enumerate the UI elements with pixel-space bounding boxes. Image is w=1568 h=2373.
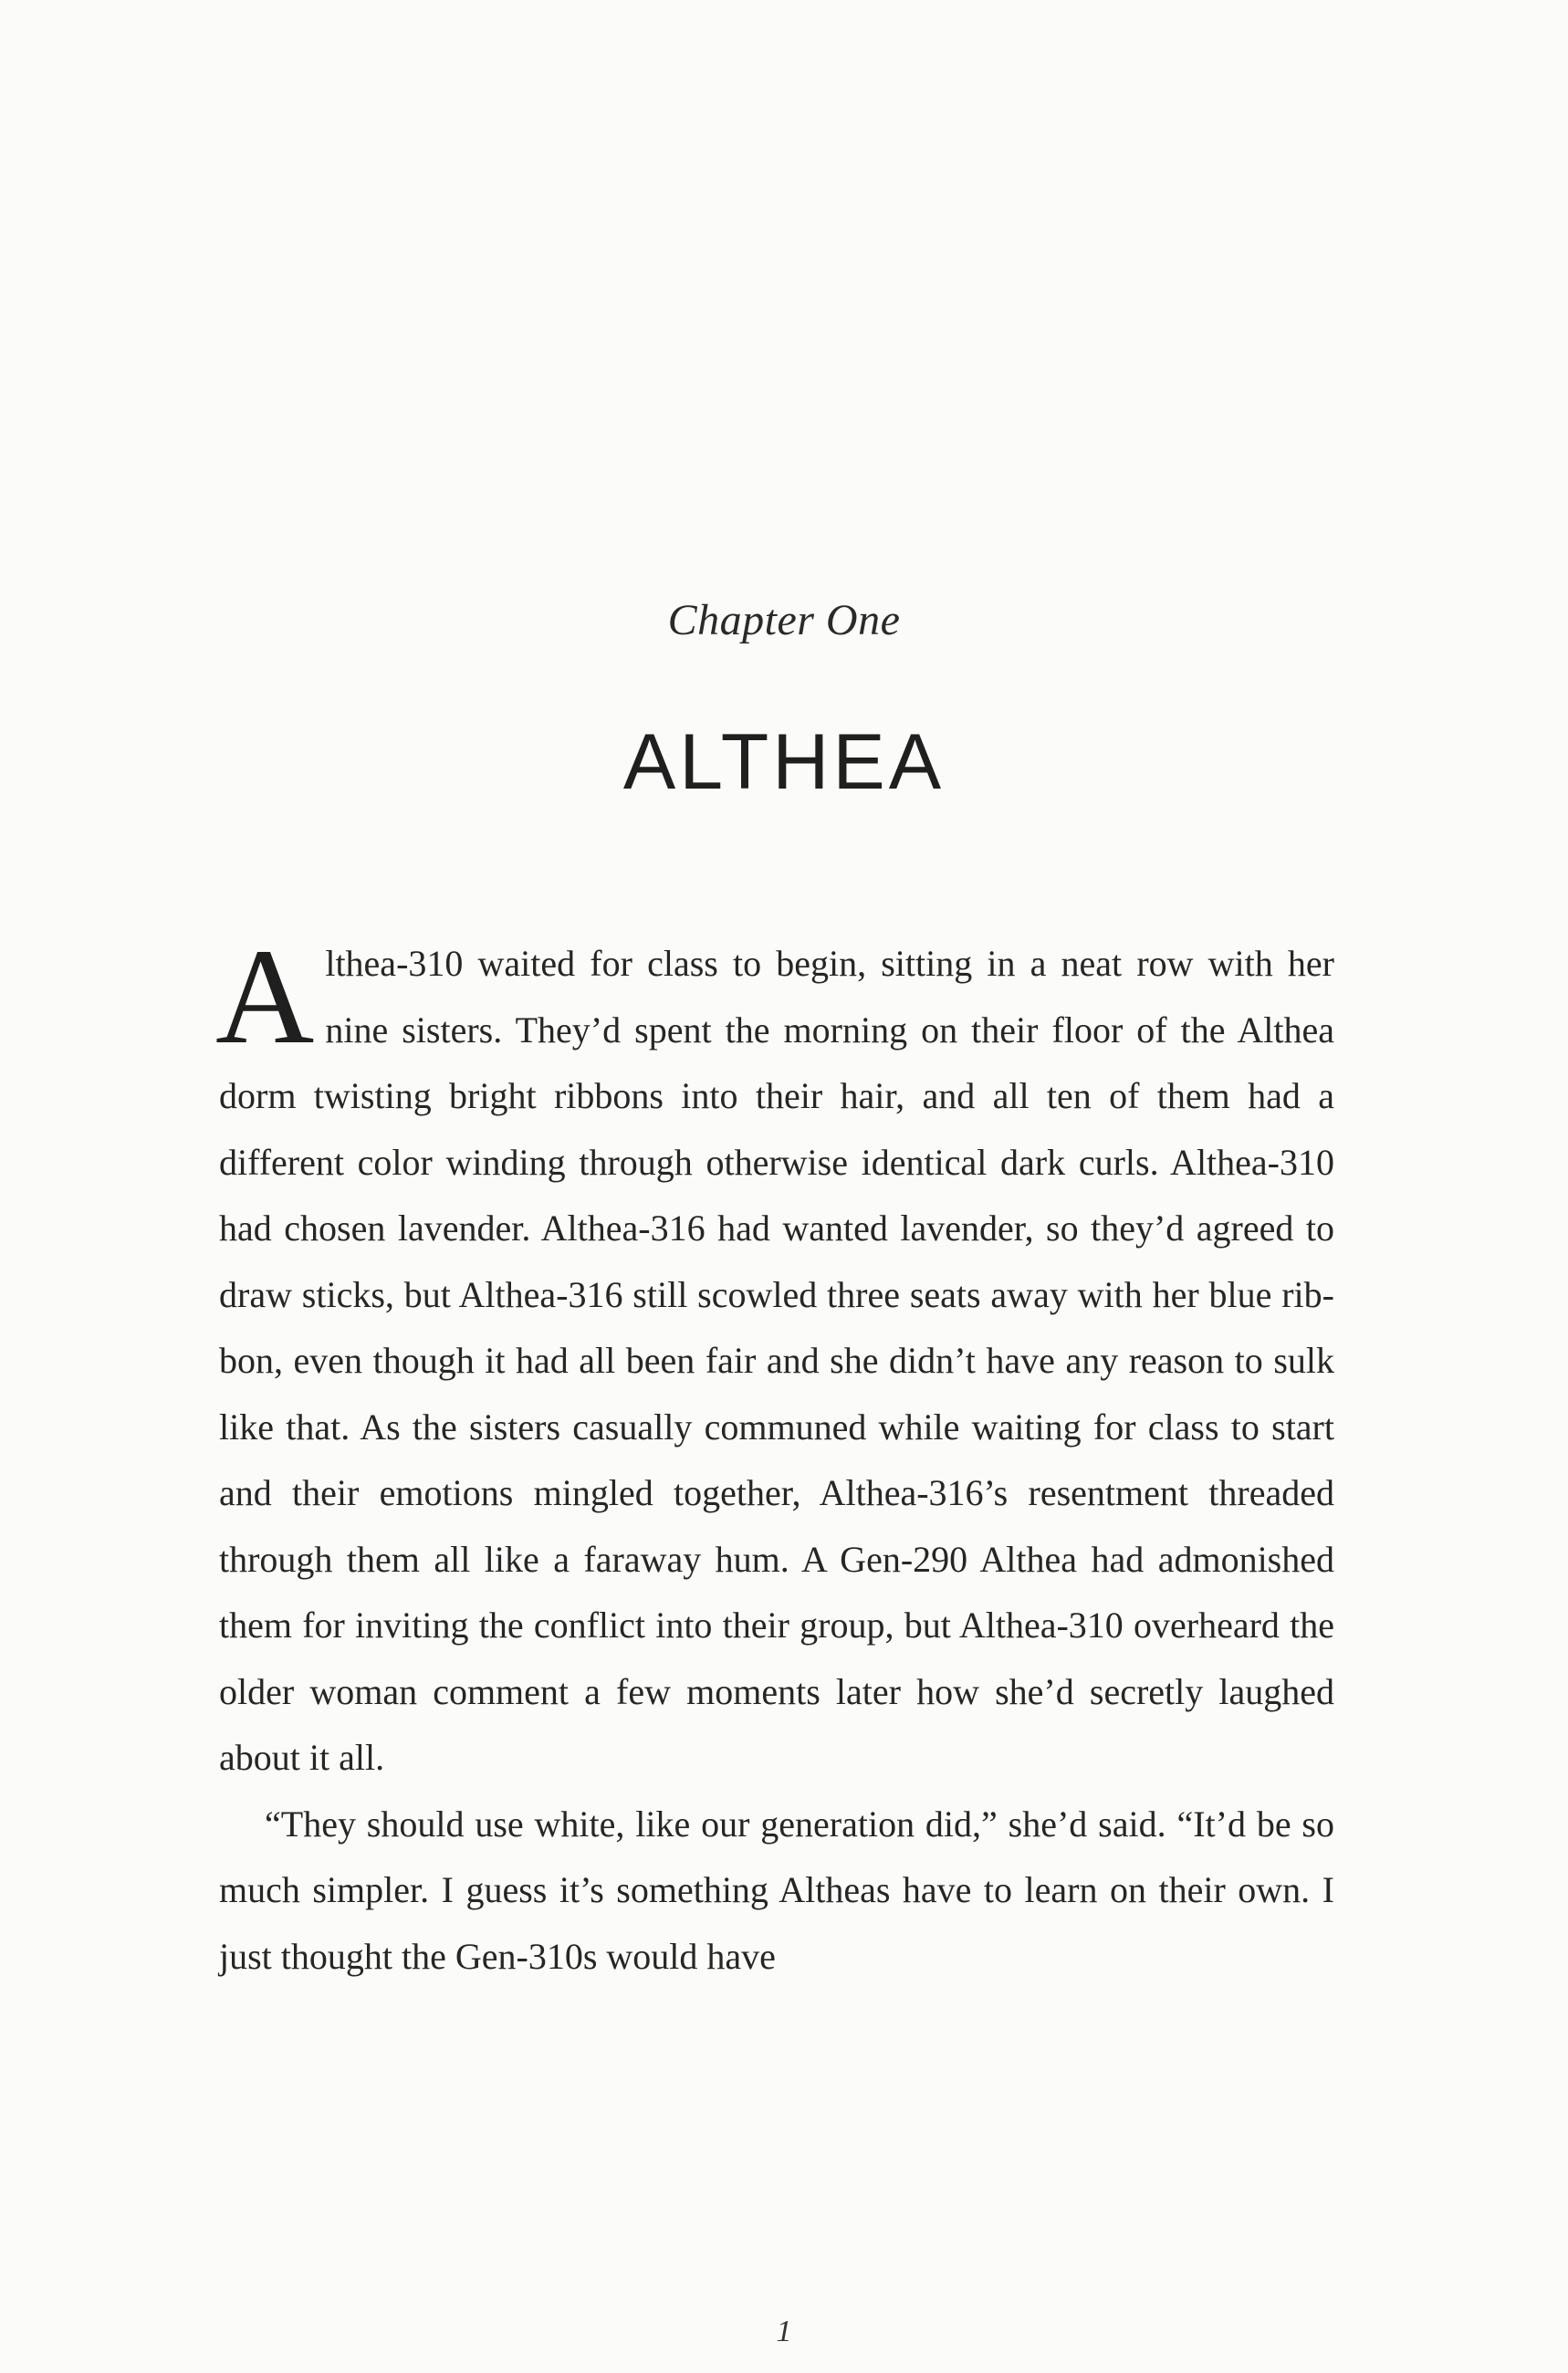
body-text [215, 921, 1334, 1990]
chapter-label: Chapter One [667, 596, 901, 644]
chapter-title: ALTHEA [622, 718, 946, 806]
drop-cap: A [215, 921, 315, 1072]
paragraph-1 [215, 921, 1334, 1792]
page-number: 1 [776, 2315, 792, 2348]
paragraph-2: “They should use white, like our generation did,” she’d said. “It’d be so much simpler. I guess it’s something Altheas have to learn on their own. I just thought the Gen-310s would have [219, 1803, 1334, 1977]
paragraph-1-text: lthea-310 waited for class to begin, sitting in a neat row with her nine sisters. They’d spent the morning on their floor of the Althea dorm twisting bright ribbons into their hair, and all ten of them had a different color winding through otherwise identical dark curls. Althea-310 had chosen lavender. Althea-316 had wanted lavender, so they’d agreed to draw sticks, but Althea-316 still scowled three seats away with her blue ribbon, even though it had all been fair and she didn’t have any reason to sulk like that. As the sisters casually communed while waiting for class to start and their emotions mingled together, Althea-316’s resentment threaded through them all like a faraway hum. A Gen-290 Althea had admonished them for inviting the conflict into their group, but Althea-310 overheard the older woman comment a few moments later how she’d secretly laughed about it all. [219, 943, 1334, 1778]
